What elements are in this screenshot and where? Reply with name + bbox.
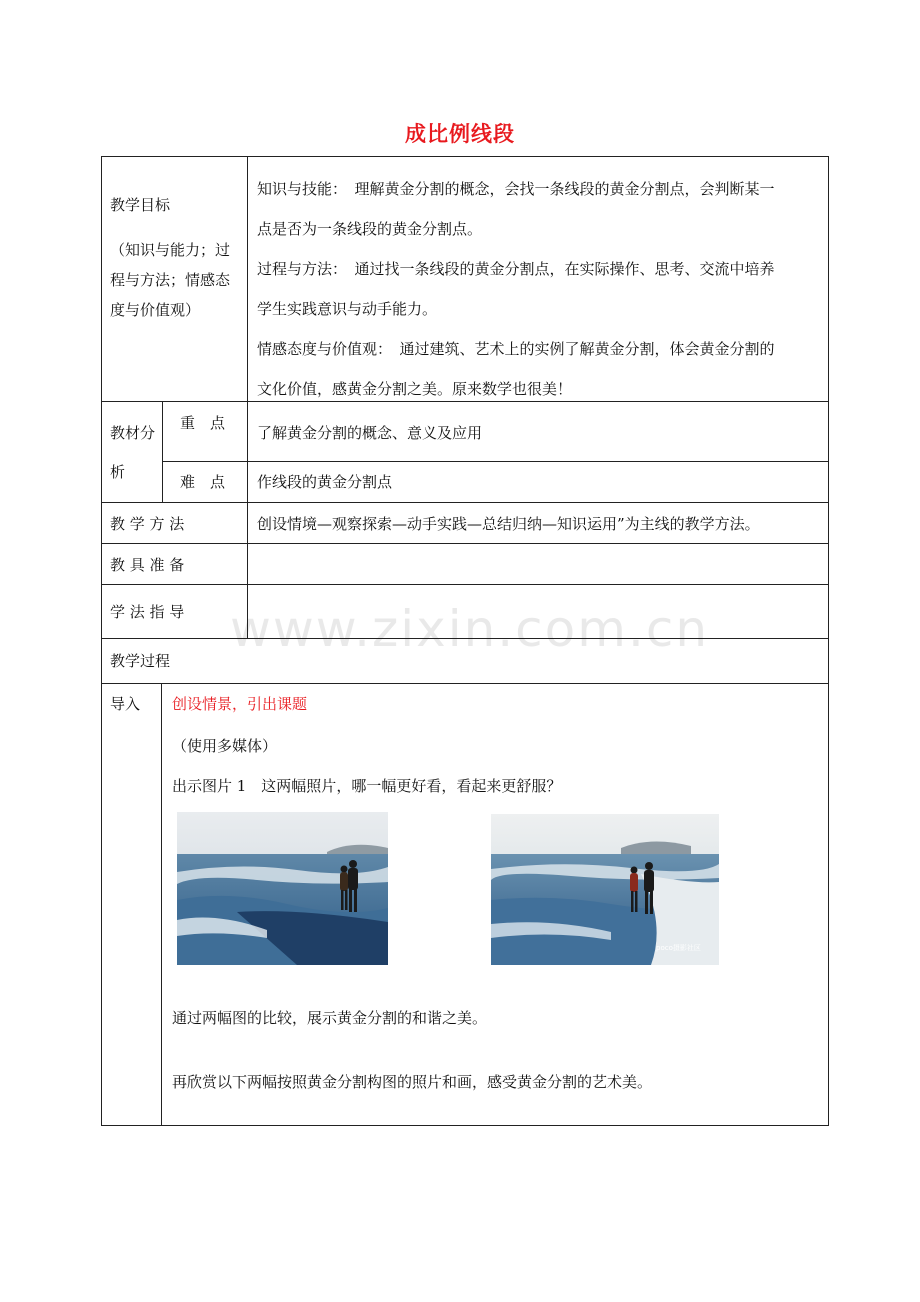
objectives-content xyxy=(257,169,775,409)
row-divider xyxy=(102,584,828,585)
photo-credit: poco摄影社区 xyxy=(656,944,701,952)
row-divider xyxy=(102,638,828,639)
row-divider xyxy=(102,543,828,544)
intro-question: 出示图片 1 这两幅照片，哪一幅更好看，看起来更舒服？ xyxy=(172,777,562,795)
key-point-label: 重 点 xyxy=(180,414,226,432)
difficult-point-text: 作线段的黄金分割点 xyxy=(257,473,393,491)
guidance-label: 学 法 指 导 xyxy=(110,603,185,621)
objective-line: 情感态度与价值观： 通过建筑、艺术上的实例了解黄金分割，体会黄金分割的 xyxy=(257,340,775,358)
column-divider xyxy=(162,401,163,502)
intro-heading: 创设情景，引出课题 xyxy=(172,695,308,713)
method-text: 创设情境—观察探索—动手实践—总结归纳—知识运用”为主线的教学方法。 xyxy=(257,515,760,533)
objective-line: 文化价值，感黄金分割之美。原来数学也很美！ xyxy=(257,380,573,398)
analysis-label: 教材分 xyxy=(110,424,156,442)
method-label: 教 学 方 法 xyxy=(110,515,185,533)
column-divider xyxy=(247,157,248,638)
objective-line: 知识与技能： 理解黄金分割的概念，会找一条线段的黄金分割点，会判断某一 xyxy=(257,180,775,198)
objective-line: 点是否为一条线段的黄金分割点。 xyxy=(257,220,483,238)
intro-compare: 通过两幅图的比较，展示黄金分割的和谐之美。 xyxy=(172,1009,488,1027)
objective-line: 学生实践意识与动手能力。 xyxy=(257,300,438,318)
process-label: 教学过程 xyxy=(110,652,171,670)
row-divider xyxy=(162,461,828,462)
column-divider xyxy=(161,683,162,1125)
lesson-plan-table xyxy=(101,156,829,1126)
page-title: 成比例线段 xyxy=(405,122,515,146)
intro-label: 导入 xyxy=(110,695,141,713)
tools-label: 教 具 准 备 xyxy=(110,556,185,574)
difficult-point-label: 难 点 xyxy=(180,473,226,491)
row-divider xyxy=(102,502,828,503)
analysis-label-cont: 析 xyxy=(110,463,126,481)
watermark: www.zixin.com.cn xyxy=(230,600,710,658)
beach-photo-1 xyxy=(177,812,388,965)
intro-next: 再欣赏以下两幅按照黄金分割构图的照片和画，感受黄金分割的艺术美。 xyxy=(172,1073,653,1091)
key-point-text: 了解黄金分割的概念、意义及应用 xyxy=(257,424,483,442)
objectives-label: 教学目标 xyxy=(110,196,171,214)
objective-line: 过程与方法： 通过找一条线段的黄金分割点，在实际操作、思考、交流中培养 xyxy=(257,260,775,278)
intro-media: （使用多媒体） xyxy=(172,737,278,755)
row-divider xyxy=(102,683,828,684)
objectives-sublabel: （知识与能力；过 程与方法；情感态 度与价值观） xyxy=(110,241,231,319)
beach-photo-2 xyxy=(491,814,719,965)
